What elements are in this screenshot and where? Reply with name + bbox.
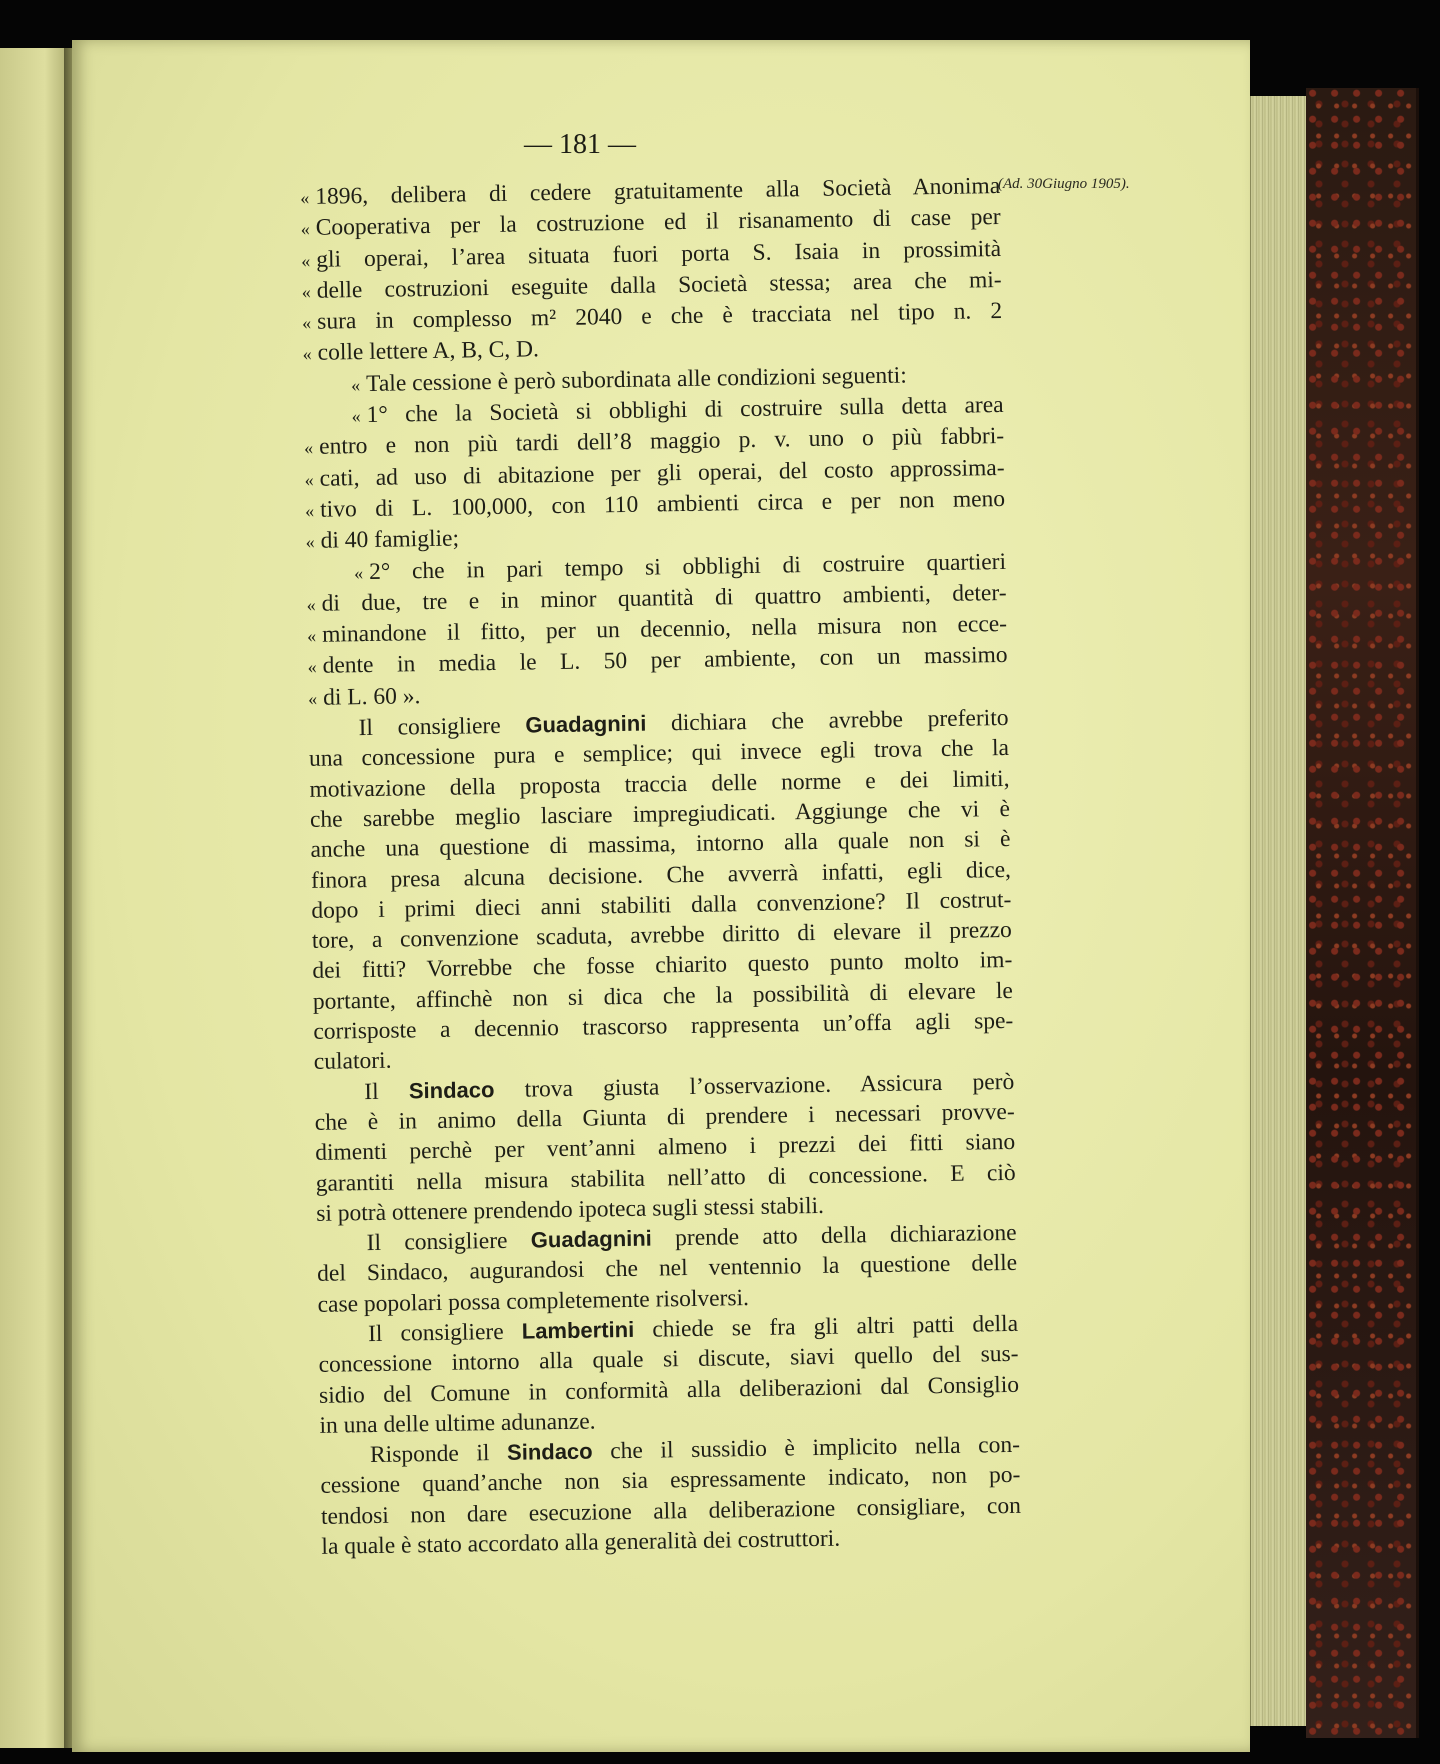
text-line: culatori. <box>313 1047 392 1076</box>
text-line: finora presa alcuna decisione. Che avverrà infatti, egli dice, <box>310 856 1012 894</box>
left-page-edge <box>0 48 66 1748</box>
speaker-name: Guadagnini <box>525 710 647 738</box>
text-line: « di 40 famiglie; <box>305 525 460 554</box>
text-line: « 1° che la Società si obblighi di costruire sulla detta area <box>351 392 1004 429</box>
text-line: dopo i primi dieci anni stabiliti dalla convenzione? Il costrut- <box>311 886 1012 924</box>
text-line: « tivo di L. 100,000, con 110 ambienti circa e per non meno <box>305 485 1006 523</box>
text-line: sidio del Comune in conformità alla deliberazioni dal Consiglio <box>318 1371 1020 1409</box>
text-line: « 2° che in pari tempo si obblighi di costruire quartieri <box>353 548 1007 585</box>
page-number: — 181 — <box>524 129 636 160</box>
text-line: « entro e non più tardi dell’8 maggio p. v. uno o più fabbri- <box>304 423 1005 461</box>
text-line: Il consigliere Lambertini chiede se fra gli altri patti della <box>367 1310 1019 1348</box>
text-line: corrisposte a decennio trascorso rappresenta un’offa agli spe- <box>313 1007 1014 1045</box>
text-line: dei fitti? Vorrebbe che fosse chiarito questo punto molto im- <box>312 947 1013 985</box>
speaker-name: Guadagnini <box>530 1225 653 1253</box>
page-block-edges <box>1250 96 1307 1726</box>
text-line: « sura in complesso m² 2040 e che è tracciata nel tipo n. 2 <box>302 298 1003 335</box>
text-line: del Sindaco, augurandosi che nel ventennio la questione delle <box>316 1250 1018 1288</box>
marbled-cover <box>1306 88 1419 1738</box>
text-line: in una delle ultime adunanze. <box>319 1408 596 1439</box>
text-line: cessione quand’anche non sia espressamente indicato, non po- <box>320 1462 1021 1500</box>
text-line: anche una questione di massima, intorno alla quale non si è <box>310 826 1011 864</box>
speaker-name: Lambertini <box>521 1316 635 1344</box>
text-line: la quale è stato accordato alla generalità dei costruttori. <box>321 1525 841 1560</box>
text-line: « Tale cessione è però subordinata alle condizioni seguenti: <box>351 362 907 397</box>
margin-date-note: (Ad. 30Giugno 1905). <box>998 176 1130 192</box>
text-line: Il Sindaco trova giusta l’osservazione. Assicura però <box>364 1068 1015 1105</box>
text-line: « delle costruzioni eseguite dalla Società stessa; area che mi- <box>301 266 1002 304</box>
text-line: si potrà ottenere prendendo ipoteca sugli stessi stabili. <box>316 1192 825 1227</box>
text-line: case popolari possa completemente risolversi. <box>317 1284 750 1318</box>
text-line: « gli operai, l’area situata fuori porta S. Isaia in prossimità <box>301 235 1002 273</box>
text-line: Risponde il Sindaco che il sussidio è implicito nella con- <box>369 1432 1021 1469</box>
text-line: Il consigliere Guadagnini dichiara che avrebbe preferito <box>358 704 1009 742</box>
text-line: che è in animo della Giunta di prendere i necessari provve- <box>314 1098 1015 1136</box>
text-line: « minandone il fitto, per un decennio, nella misura non ecce- <box>306 611 1008 648</box>
text-line: motivazione della proposta traccia delle norme e dei limiti, <box>309 765 1010 803</box>
text-line: portante, affinchè non si dica che la possibilità di elevare le <box>312 977 1013 1015</box>
text-line: dimenti perchè per vent’anni almeno i prezzi dei fitti siano <box>315 1129 1016 1167</box>
text-line: « Cooperativa per la costruzione ed il risanamento di case per <box>300 204 1001 242</box>
text-line: concessione intorno alla quale si discute, siavi quello del sus- <box>318 1341 1019 1379</box>
text-line: « di L. 60 ». <box>307 682 421 711</box>
text-line: « colle lettere A, B, C, D. <box>302 336 540 367</box>
speaker-name: Sindaco <box>506 1438 593 1466</box>
text-line: Il consigliere Guadagnini prende atto della dichiarazione <box>366 1219 1017 1257</box>
text-line: « cati, ad uso di abitazione per gli operai, del costo approssima- <box>304 454 1005 492</box>
text-line: una concessione pura e semplice; qui invece egli trova che la <box>308 735 1010 773</box>
text-line: garantiti nella misura stabilita nell’atto di concessione. E ciò <box>315 1159 1016 1197</box>
text-line: tore, a convenzione scaduta, avrebbe diritto di elevare il prezzo <box>311 917 1013 955</box>
text-line: « 1896, delibera di cedere gratuitamente alla Società Anonima <box>300 173 1001 210</box>
text-line: « di due, tre e in minor quantità di quattro ambienti, deter- <box>306 579 1007 617</box>
speaker-name: Sindaco <box>408 1076 495 1104</box>
text-line: « dente in media le L. 50 per ambiente, con un massimo <box>307 642 1008 680</box>
page-body-text <box>300 171 1022 1562</box>
text-line: che sarebbe meglio lasciare impregiudicati. Aggiunge che vi è <box>309 795 1011 833</box>
text-line: tendosi non dare esecuzione alla deliberazione consigliare, con <box>320 1492 1022 1530</box>
